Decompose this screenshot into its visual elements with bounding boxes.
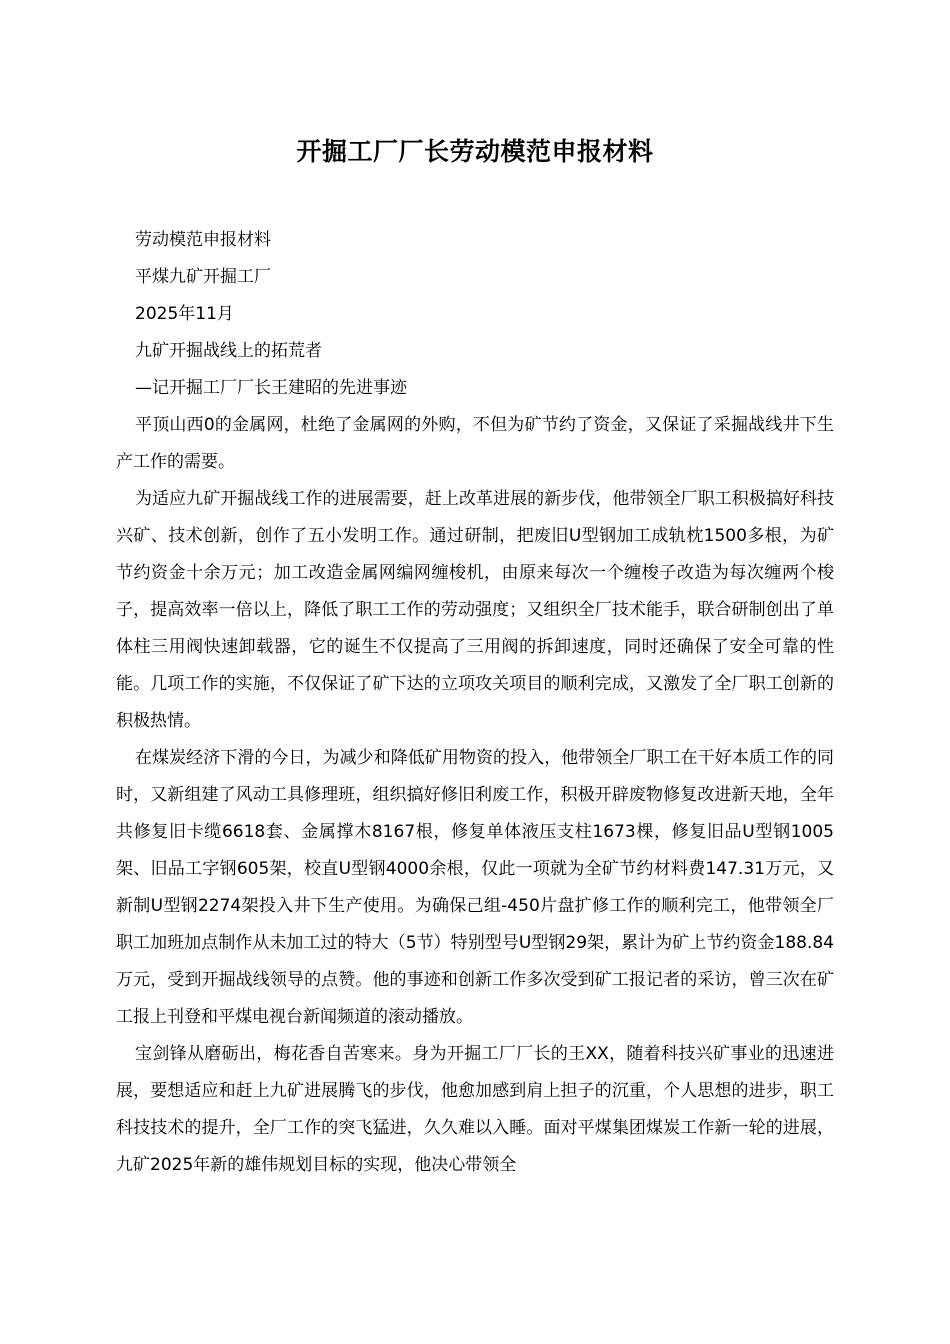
header-line-subject: 劳动模范申报材料 (135, 230, 271, 250)
body-paragraph-3: 在煤炭经济下滑的今日，为减少和降低矿用物资的投入，他带领全厂职工在干好本质工作的同时，又新组建了风动工具修理班，组织搞好修旧利废工作，积极开辟废物修复改进新天地，全年共修复旧卡缆6618套、金属撑木8167根，修复单体液压支柱1673棵，修复旧品U型钢1005架、旧品工字钢605架，校直U型钢4000余根，仅此一项就为全矿节约材料费147.31万元，又新制U型钢2274架投入井下生产使用。为确保己组-450片盘扩修工作的顺利完工，他带领全厂职工加班加点制作从未加工过的特大（5节）特别型号U型钢29架，累计为矿上节约资金188.84万元，受到开掘战线领导的点赞。他的事迹和创新工作多次受到矿工报记者的采访，曾三次在矿工报上刊登和平煤电视台新闻频道的滚动播放。 (116, 748, 834, 1027)
header-line-date: 2025年11月 (135, 304, 234, 324)
header-line-headline: 九矿开掘战线上的拓荒者 (135, 341, 322, 361)
header-line-subheadline: —记开掘工厂厂长王建昭的先进事迹 (135, 378, 407, 398)
body-paragraph-4: 宝剑锋从磨砺出，梅花香自苦寒来。身为开掘工厂厂长的王XX，随着科技兴矿事业的迅速进展，要想适应和赶上九矿进展腾飞的步伐，他愈加感到肩上担子的沉重，个人思想的进步，职工科技技术的提升，全厂工作的突飞猛进，久久难以入睡。面对平煤集团煤炭工作新一轮的进展，九矿2025年新的雄伟规划目标的实现，他决心带领全 (116, 1044, 834, 1175)
body-paragraph-1: 平顶山西0的金属网，杜绝了金属网的外购，不但为矿节约了资金，又保证了采掘战线井下生产工作的需要。 (116, 415, 834, 472)
body-paragraph-2: 为适应九矿开掘战线工作的进展需要，赶上改革进展的新步伐，他带领全厂职工积极搞好科技兴矿、技术创新，创作了五小发明工作。通过研制，把废旧U型钢加工成轨枕1500多根，为矿节约资金十余万元；加工改造金属网编网缠梭机，由原来每次一个缠梭子改造为每次缠两个梭子，提高效率一倍以上，降低了职工工作的劳动强度；又组织全厂技术能手，联合研制创出了单体柱三用阀快速卸载器，它的诞生不仅提高了三用阀的拆卸速度，同时还确保了安全可靠的性能。几项工作的实施，不仅保证了矿下达的立项攻关项目的顺利完成，又激发了全厂职工创新的积极热情。 (116, 489, 834, 731)
document-title: 开掘工厂厂长劳动模范申报材料 (296, 137, 654, 166)
header-line-organization: 平煤九矿开掘工厂 (135, 267, 271, 287)
document-body (116, 222, 834, 1184)
